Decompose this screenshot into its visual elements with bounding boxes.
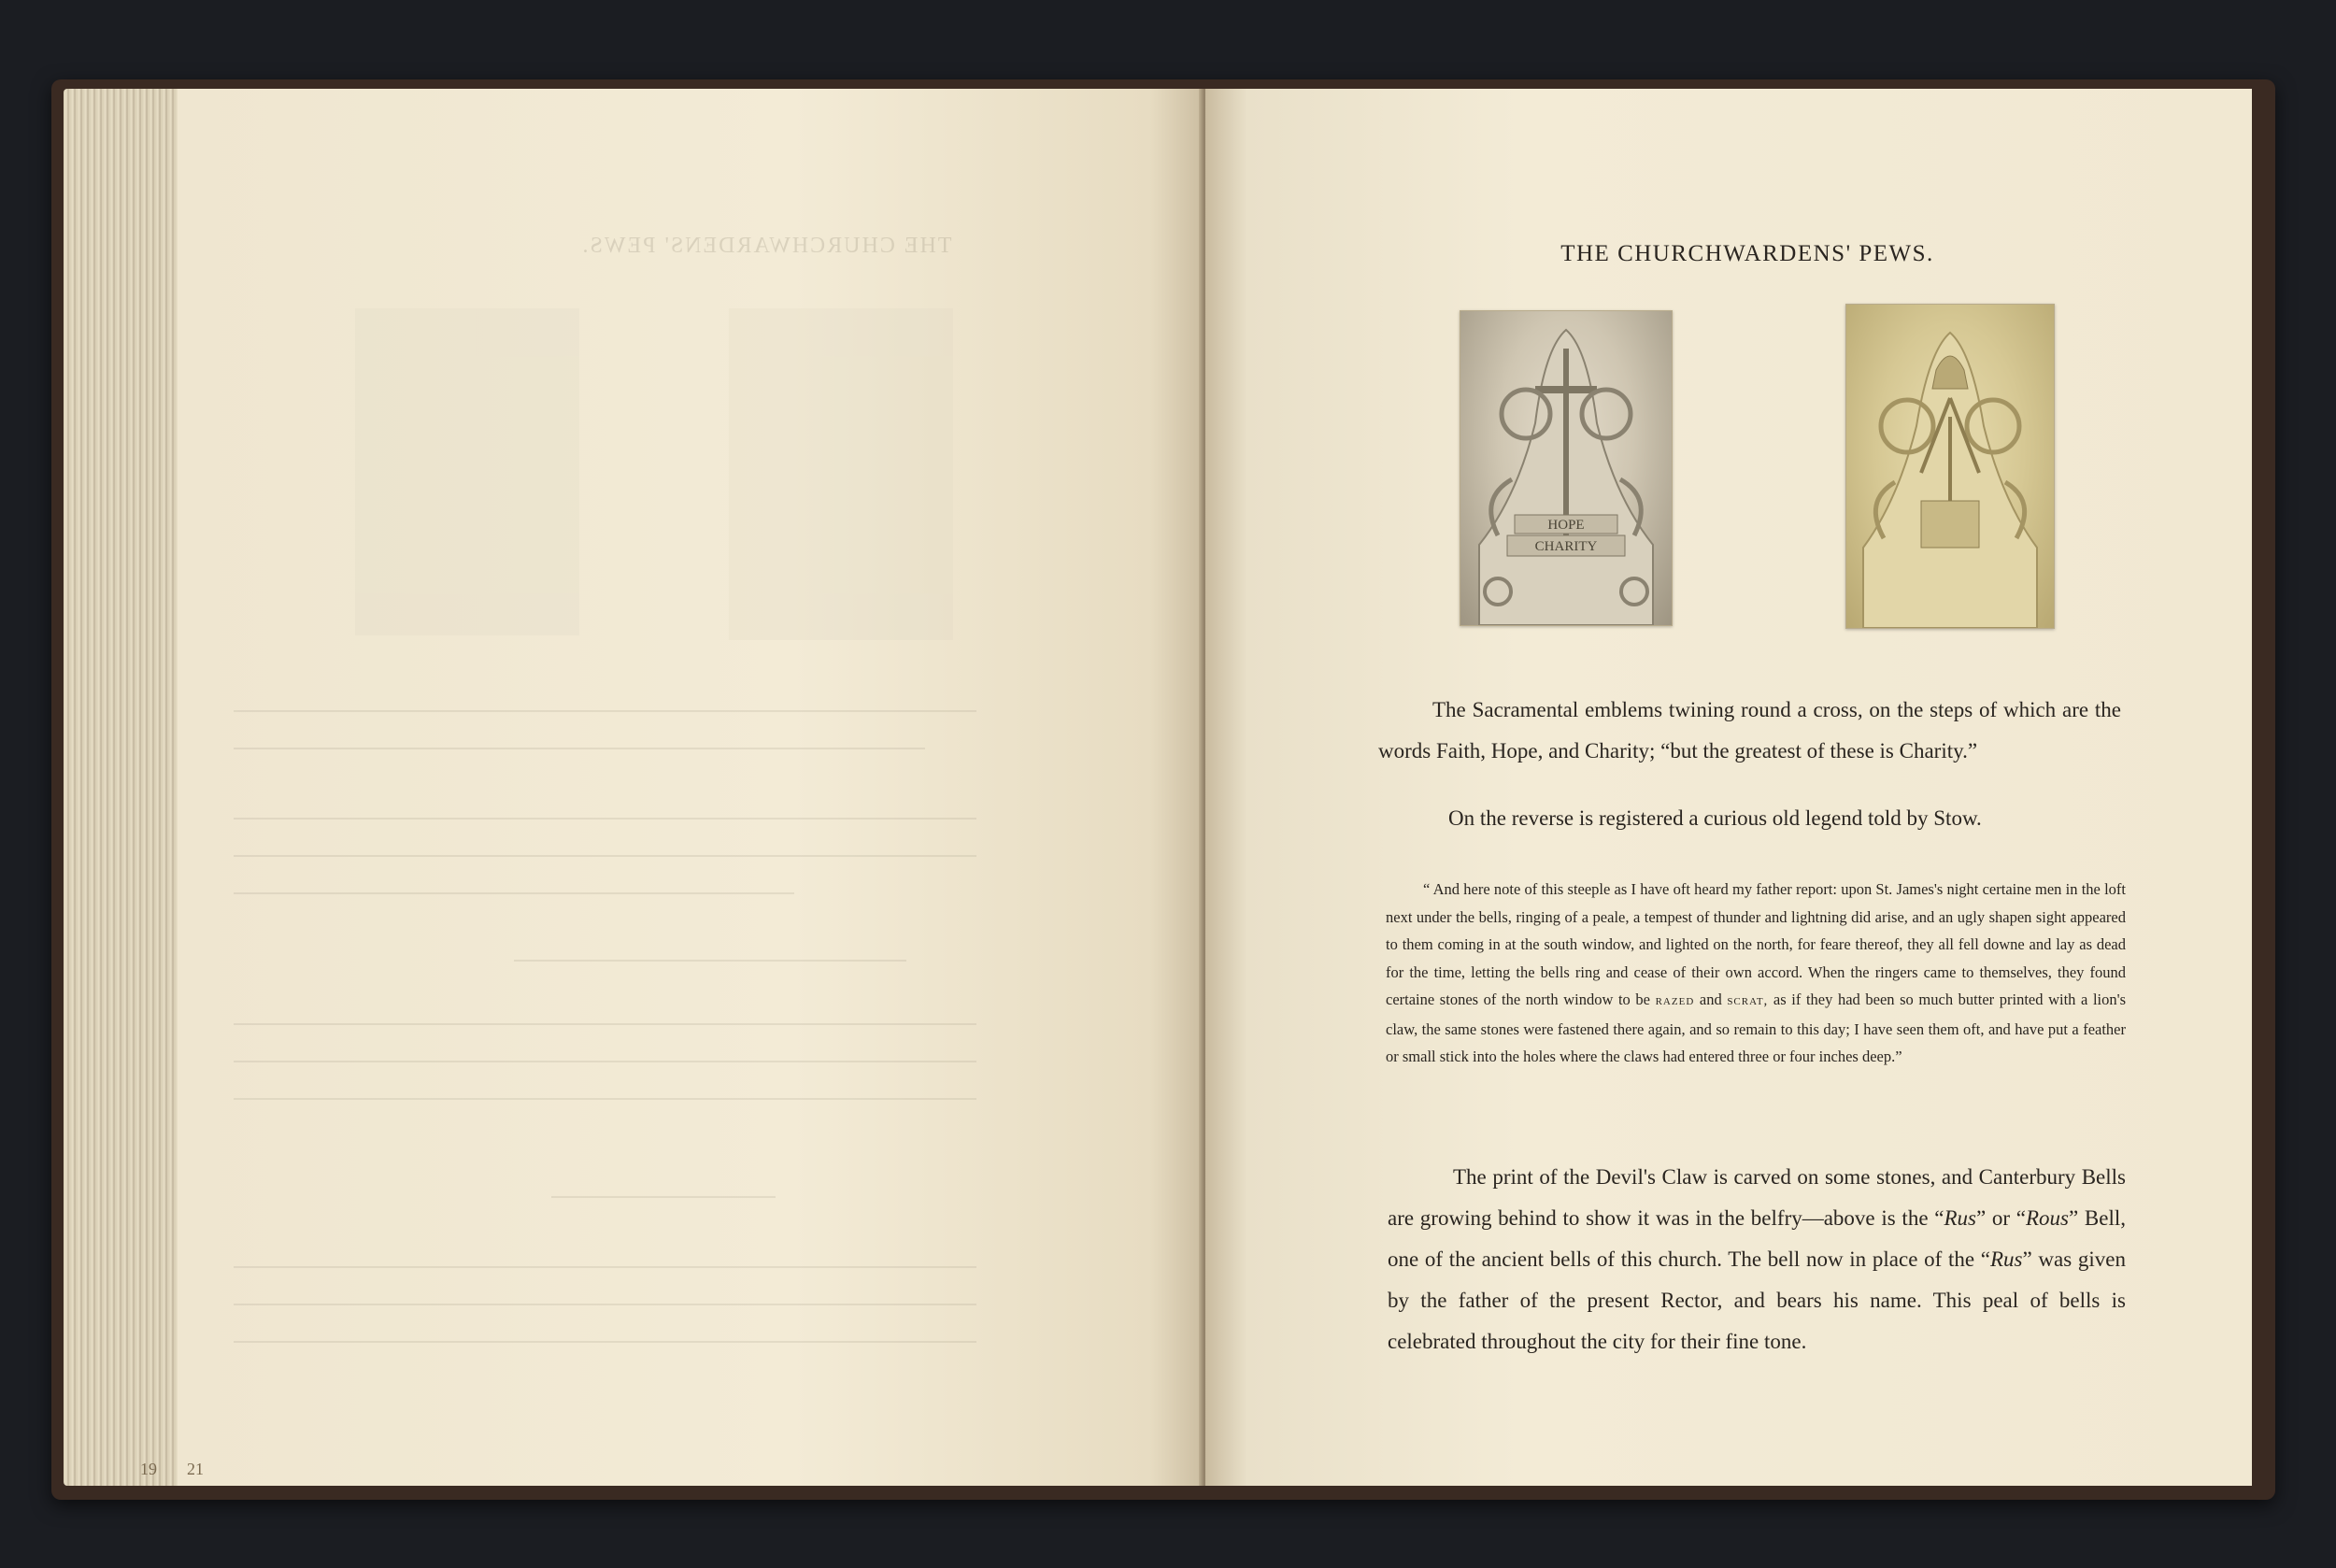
bell-carving-image [1846,305,2054,628]
ghost-line [234,1304,976,1305]
page-title: THE CHURCHWARDENS' PEWS. [1560,241,1934,266]
ghost-line [234,892,794,894]
para3-text: The print of the Devil's Claw is carved on some stones, and Canterbury Bells are growing behind to show it was in the belfry—above is the “ [1388,1165,2126,1230]
quote-and: and [1699,991,1722,1008]
cross-carving-image [1460,311,1672,625]
ghost-line [234,818,976,820]
italic-rous: Rous [2026,1206,2069,1230]
para3-text: ” Bell, one of the ancient bells of this church. The bell now in place of the “ [1388,1206,2127,1271]
photo-bell-carving [1845,304,2055,629]
inscription-charity: CHARITY [1534,539,1598,554]
stow-quotation [1386,876,2126,1071]
ghost-photo-left [355,308,579,635]
ghost-title: THE CHURCHWARDENS' PEWS. [580,234,952,258]
paragraph-devils-claw [1388,1157,2126,1362]
italic-rus: Rus [1990,1247,2023,1271]
para3-text: ” was given by the father of the present Rector, and bears his name. This peal of bells is celebrated throughout the city for their fine tone. [1388,1247,2126,1353]
ghost-line [234,748,925,749]
paragraph-reverse: On the reverse is registered a curious old legend told by Stow. [1448,806,1982,830]
italic-rus: Rus [1944,1206,1976,1230]
ghost-photo-right [729,308,953,640]
photo-cross-carving [1460,310,1673,626]
ghost-line [234,855,976,857]
ghost-line [234,1061,976,1062]
quote-word-razed: razed [1655,993,1695,1008]
ghost-line [234,1341,976,1343]
ghost-line [514,960,906,962]
paragraph-emblems: The Sacramental emblems twining round a cross, on the steps of which are the words Faith, Hope, and Charity; “but the greatest of these is Charity.” [1378,698,2121,763]
quote-text: as if they had been so much butter printed with a lion's claw, the same stones were fastened there again, and so remain to this day; I have seen them oft, and have put a feather or small stick into the holes where the claws had entered three or four inches deep.” [1386,991,2127,1065]
ghost-line [234,1023,976,1025]
inscription-hope: HOPE [1547,518,1585,533]
ghost-line [234,710,976,712]
ghost-line [551,1196,776,1198]
ghost-line [234,1098,976,1100]
page-number: 21 [187,1460,204,1478]
page-edges [64,89,180,1486]
quote-word-scrat: scrat, [1727,993,1769,1008]
show-through-ghost [178,89,1201,1486]
quote-text: “ And here note of this steeple as I have oft heard my father report: upon St. James's night certaine men in the loft next under the bells, ringing of a peale, a tempest of thunder and lightning did arise, and an ugly shapen sight appeared to them coming in at the south window, and lighted on the north, for feare thereof, they all fell downe and lay as dead for the time, letting the bells ring and cease of their own accord. When the ringers came to themselves, they found certaine stones of the north window to be [1386,880,2126,1008]
ghost-line [234,1266,976,1268]
para3-text: ” or “ [1975,1206,2026,1230]
page-number: 19 [140,1460,157,1478]
